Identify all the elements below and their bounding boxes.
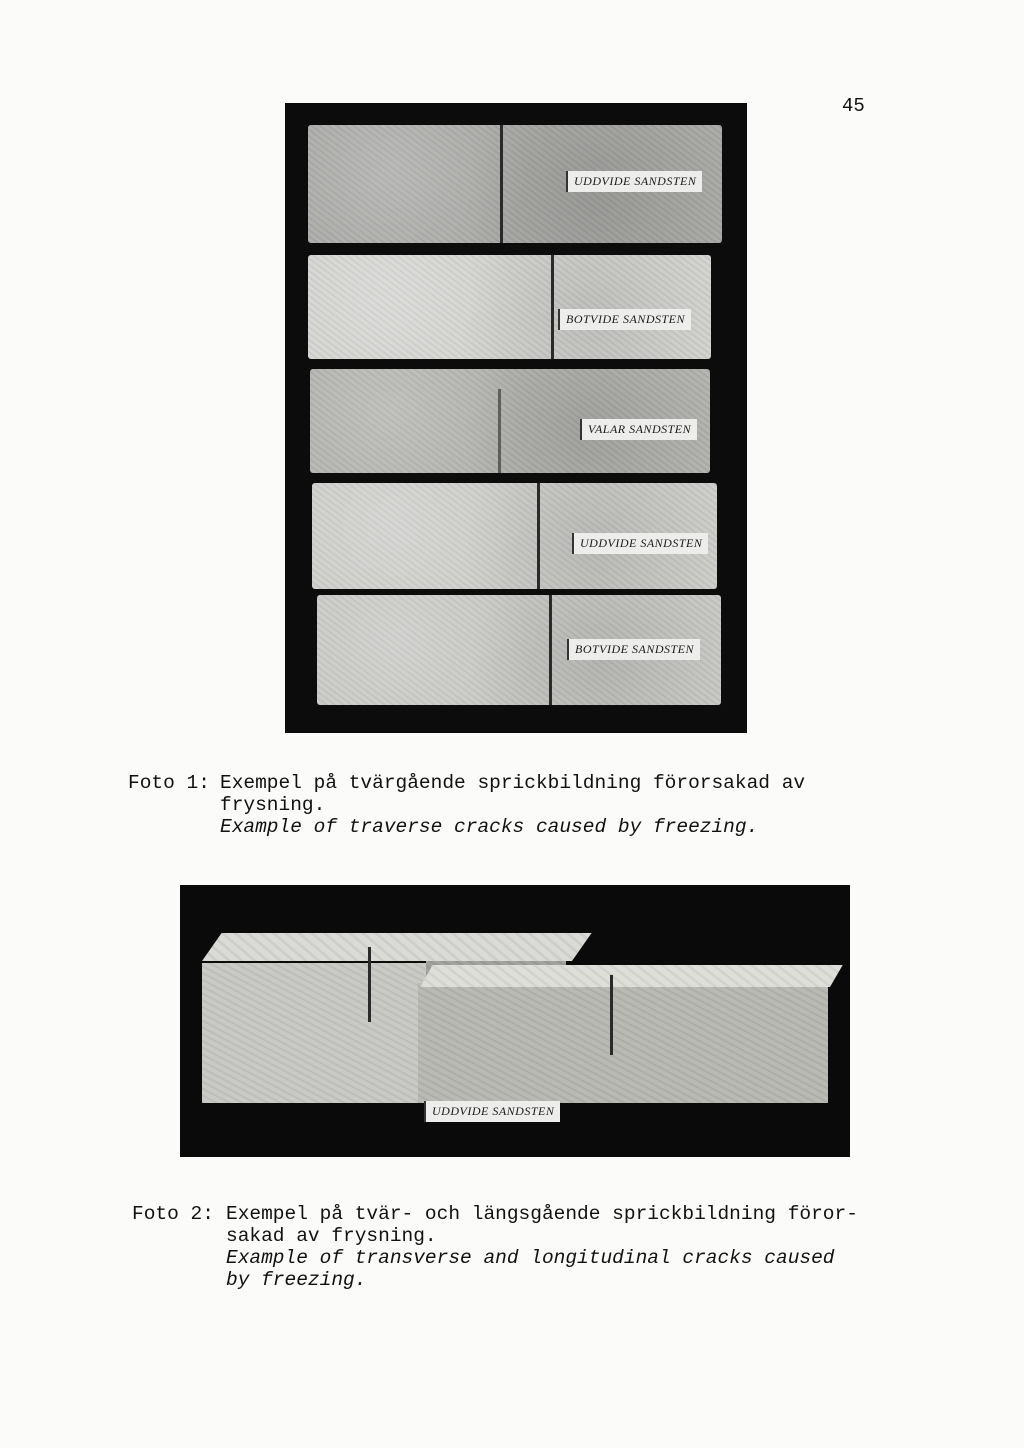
crack — [368, 947, 371, 1022]
crack — [498, 389, 501, 473]
sandstone-brick-front — [418, 983, 828, 1103]
sandstone-brick-front-top — [420, 965, 843, 987]
brick-label: UDDVIDE SANDSTEN — [424, 1101, 560, 1122]
crack — [610, 975, 613, 1055]
crack — [500, 125, 503, 243]
crack — [551, 255, 554, 359]
photo-cracked-bricks — [180, 885, 850, 1157]
caption-english-line: Example of transverse and longitudinal cracks caused — [226, 1247, 835, 1269]
caption-swedish-line: Exempel på tvär- och längsgående sprickbildning föror- — [226, 1203, 858, 1225]
caption-english-line: Example of traverse cracks caused by freezing. — [220, 816, 759, 838]
sandstone-block — [310, 369, 710, 473]
block-label: VALAR SANDSTEN — [580, 419, 697, 440]
page-number: 45 — [842, 95, 865, 117]
block-label: BOTVIDE SANDSTEN — [567, 639, 700, 660]
caption-swedish-line: sakad av frysning. — [226, 1225, 437, 1247]
block-label: UDDVIDE SANDSTEN — [572, 533, 708, 554]
sandstone-brick-back — [202, 963, 427, 1103]
caption-english-line: by freezing. — [226, 1269, 367, 1291]
caption-prefix: Foto 1: — [128, 772, 210, 794]
sandstone-block — [308, 125, 722, 243]
sandstone-block — [308, 255, 711, 359]
caption-swedish-line: Exempel på tvärgående sprickbildning förorsakad av — [220, 772, 806, 794]
caption-text — [220, 772, 805, 838]
photo-sandstone-blocks — [285, 103, 747, 733]
caption-swedish-line: frysning. — [220, 794, 326, 816]
caption-prefix: Foto 2: — [132, 1203, 214, 1225]
crack — [549, 595, 552, 705]
crack — [537, 483, 540, 589]
sandstone-block — [312, 483, 717, 589]
block-label: BOTVIDE SANDSTEN — [558, 309, 691, 330]
caption-text — [226, 1203, 858, 1291]
sandstone-block — [317, 595, 721, 705]
block-label: UDDVIDE SANDSTEN — [566, 171, 702, 192]
sandstone-brick-back-top — [202, 933, 592, 961]
